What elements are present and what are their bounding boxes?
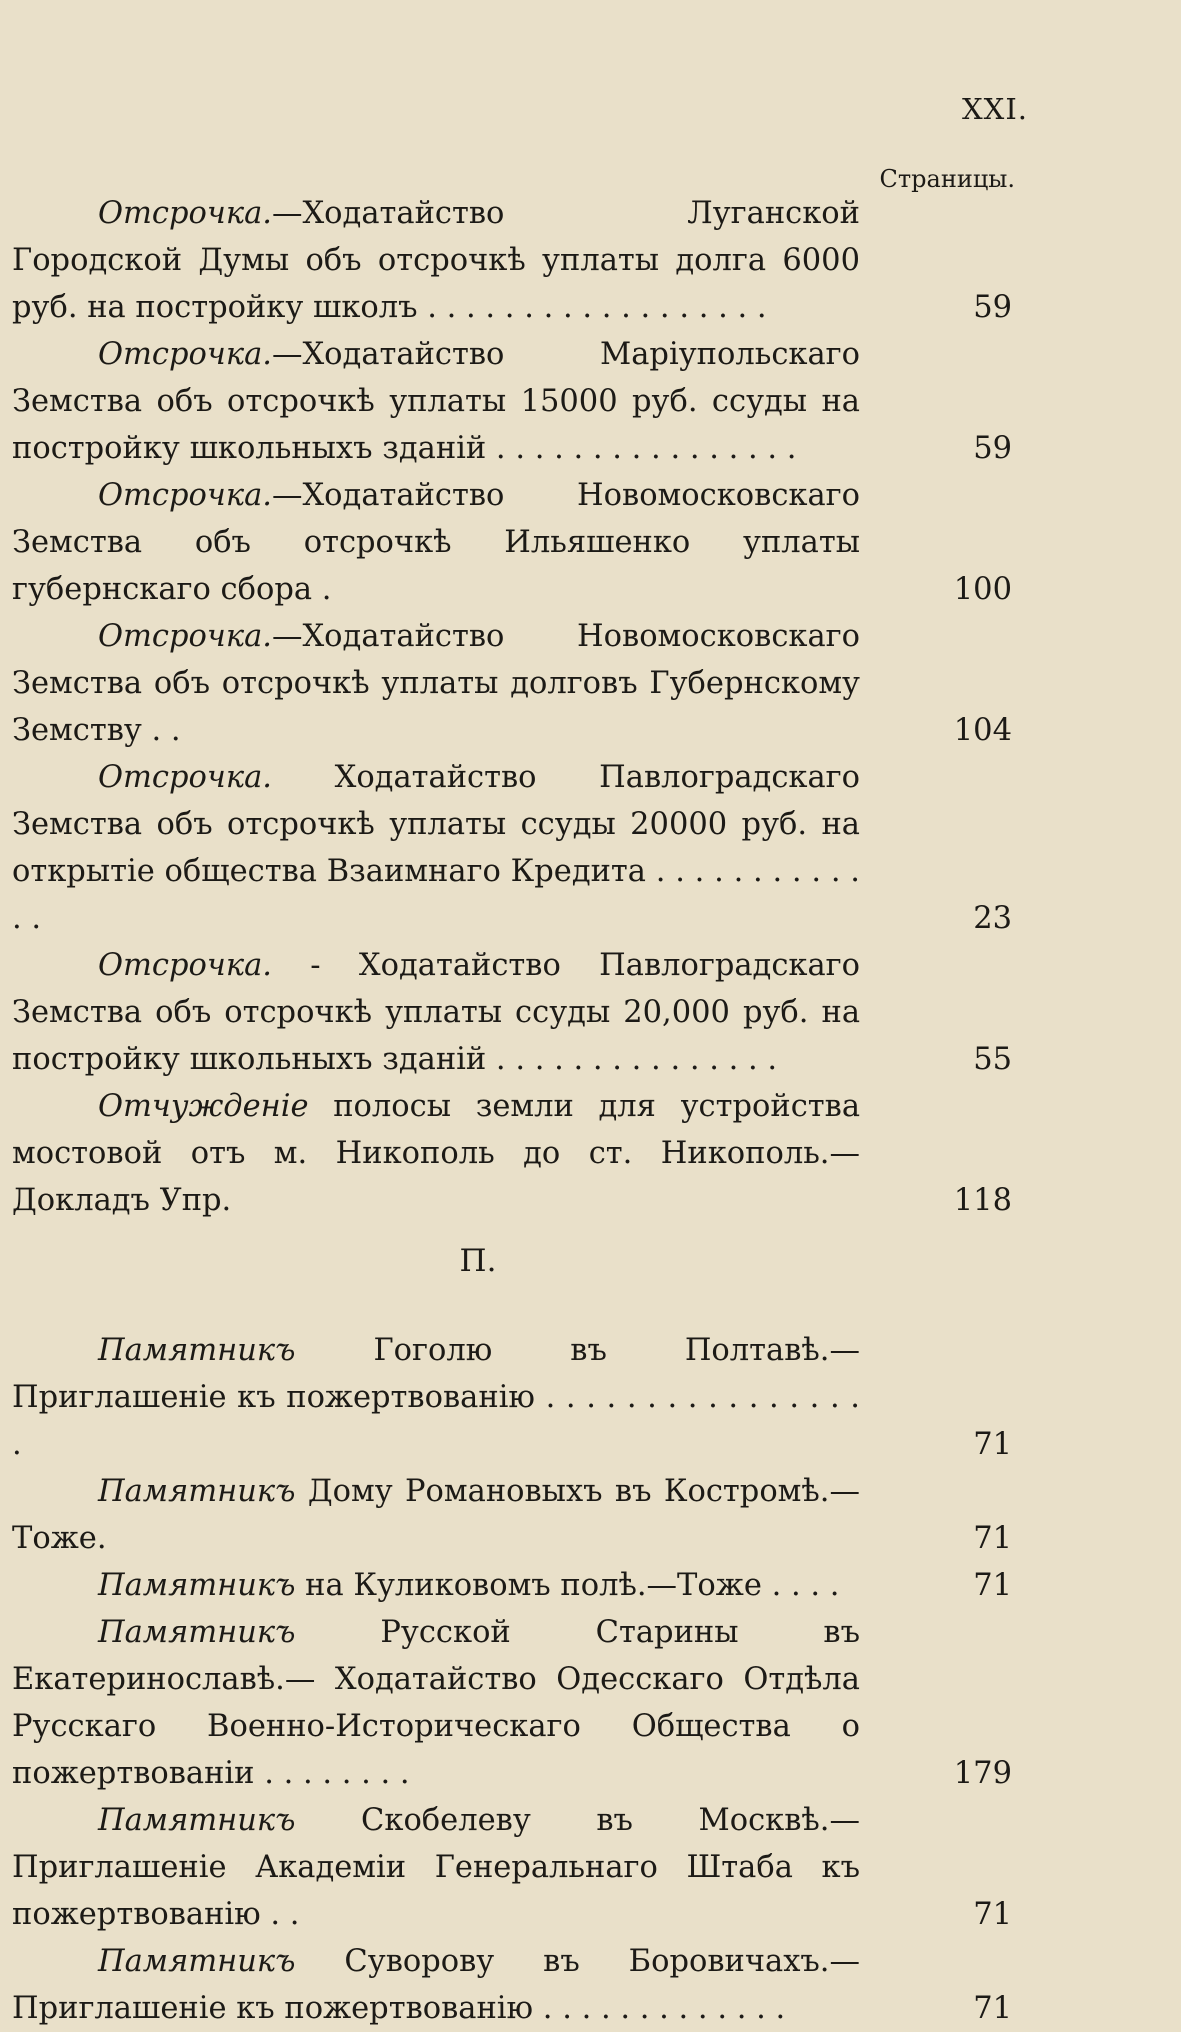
entry-description: полосы земли для устройства мостовой отъ м. Никополь до ст. Никополь.—Докладъ Упр. [12,1089,860,1218]
page-number: XXI. [962,92,1028,126]
entry-description: Суворову въ Боровичахъ.—Приглашеніе къ пожертвованію . . . . . . . . . . . . . [12,1944,860,2026]
entry-description: —Ходатайство Луганской Городской Думы объ отсрочкѣ уплаты долга 6000 руб. на постройку школъ . . . . . . . . . . . . . . . . . . [12,196,860,325]
entry-text [12,942,860,1083]
entry-text [12,190,860,331]
entry-description: Дому Романовыхъ въ Костромѣ.—Тоже. [12,1474,860,1556]
section-p-entries [12,1327,1012,2032]
entry-description: Русской Старины въ Екатеринославѣ.— Ходатайство Одесскаго Отдѣла Русскаго Военно-Историческаго Общества о пожертвованіи . . . . . . . . [12,1615,860,1791]
entry-text [12,331,860,472]
index-entry [12,942,1012,1083]
section-o-entries [12,190,1012,1224]
index-entry [12,190,1012,331]
entry-keyword: Отсрочка. [98,948,272,983]
entry-text [12,613,860,754]
entry-page-number: 71 [973,1521,1012,1556]
entry-text [12,754,860,942]
entry-keyword: Отсрочка. [98,619,272,654]
entry-text [12,1562,860,1609]
index-entry [12,613,1012,754]
entry-description: —Ходатайство Новомосковскаго Земства объ отсрочкѣ уплаты долговъ Губернскому Земству . . [12,619,860,748]
entry-page-number: 104 [953,713,1012,748]
entry-page-number: 118 [953,1183,1012,1218]
entry-page-number: 71 [973,1568,1012,1603]
entry-keyword: Отсрочка. [98,478,272,513]
entry-keyword: Отчужденіе [98,1089,309,1124]
entry-description: Скобелеву въ Москвѣ.—Приглашеніе Академіи Генеральнаго Штаба къ пожертвованію . . [12,1803,860,1932]
entry-text [12,1468,860,1562]
entry-keyword: Памятникъ [98,1803,296,1838]
entry-description: на Куликовомъ полѣ.—Тоже . . . . [295,1568,840,1603]
index-entries [12,190,1012,2032]
entry-text [12,472,860,613]
entry-description: —Ходатайство Маріупольскаго Земства объ отсрочкѣ уплаты 15000 руб. ссуды на постройку школьныхъ зданій . . . . . . . . . . . . . . . . [12,337,860,466]
column-header: Страницы. [879,165,1015,193]
entry-page-number: 179 [953,1756,1012,1791]
entry-description: Гоголю въ Полтавѣ.—Приглашеніе къ пожертвованію . . . . . . . . . . . . . . . . . [12,1333,860,1462]
entry-keyword: Отсрочка. [98,760,272,795]
index-entry [12,1083,1012,1224]
index-entry [12,1468,1012,1562]
entry-page-number: 100 [953,572,1012,607]
entry-page-number: 59 [973,290,1012,325]
index-entry [12,1562,1012,1609]
entry-description: —Ходатайство Новомосковскаго Земства объ отсрочкѣ Ильяшенко уплаты губернскаго сбора . [12,478,860,607]
entry-text [12,1327,860,1468]
entry-keyword: Памятникъ [98,1568,296,1603]
entry-text [12,1609,860,1797]
entry-page-number: 71 [973,1897,1012,1932]
entry-keyword: Памятникъ [98,1615,296,1650]
entry-text [12,1938,860,2032]
index-entry [12,1609,1012,1797]
index-entry [12,1327,1012,1468]
index-entry [12,754,1012,942]
entry-text [12,1083,860,1224]
index-entry [12,1797,1012,1938]
entry-page-number: 71 [973,1427,1012,1462]
entry-description: Ходатайство Павлоградскаго Земства объ отсрочкѣ уплаты ссуды 20000 руб. на открытіе общества Взаимнаго Кредита . . . . . . . . . . . . . [12,760,860,936]
section-letter: П. [459,1243,497,1279]
index-entry [12,1938,1012,2032]
entry-page-number: 71 [973,1991,1012,2026]
entry-keyword: Памятникъ [98,1333,296,1368]
index-entry [12,472,1012,613]
entry-keyword: Памятникъ [98,1944,296,1979]
entry-page-number: 23 [973,901,1012,936]
entry-keyword: Памятникъ [98,1474,296,1509]
entry-page-number: 55 [973,1042,1012,1077]
entry-keyword: Отсрочка. [98,337,272,372]
entry-page-number: 59 [973,431,1012,466]
index-entry [12,331,1012,472]
entry-text [12,1797,860,1938]
entry-keyword: Отсрочка. [98,196,272,231]
entry-description: - Ходатайство Павлоградскаго Земства объ отсрочкѣ уплаты ссуды 20,000 руб. на постройку школьныхъ зданій . . . . . . . . . . . . . . . [12,948,860,1077]
